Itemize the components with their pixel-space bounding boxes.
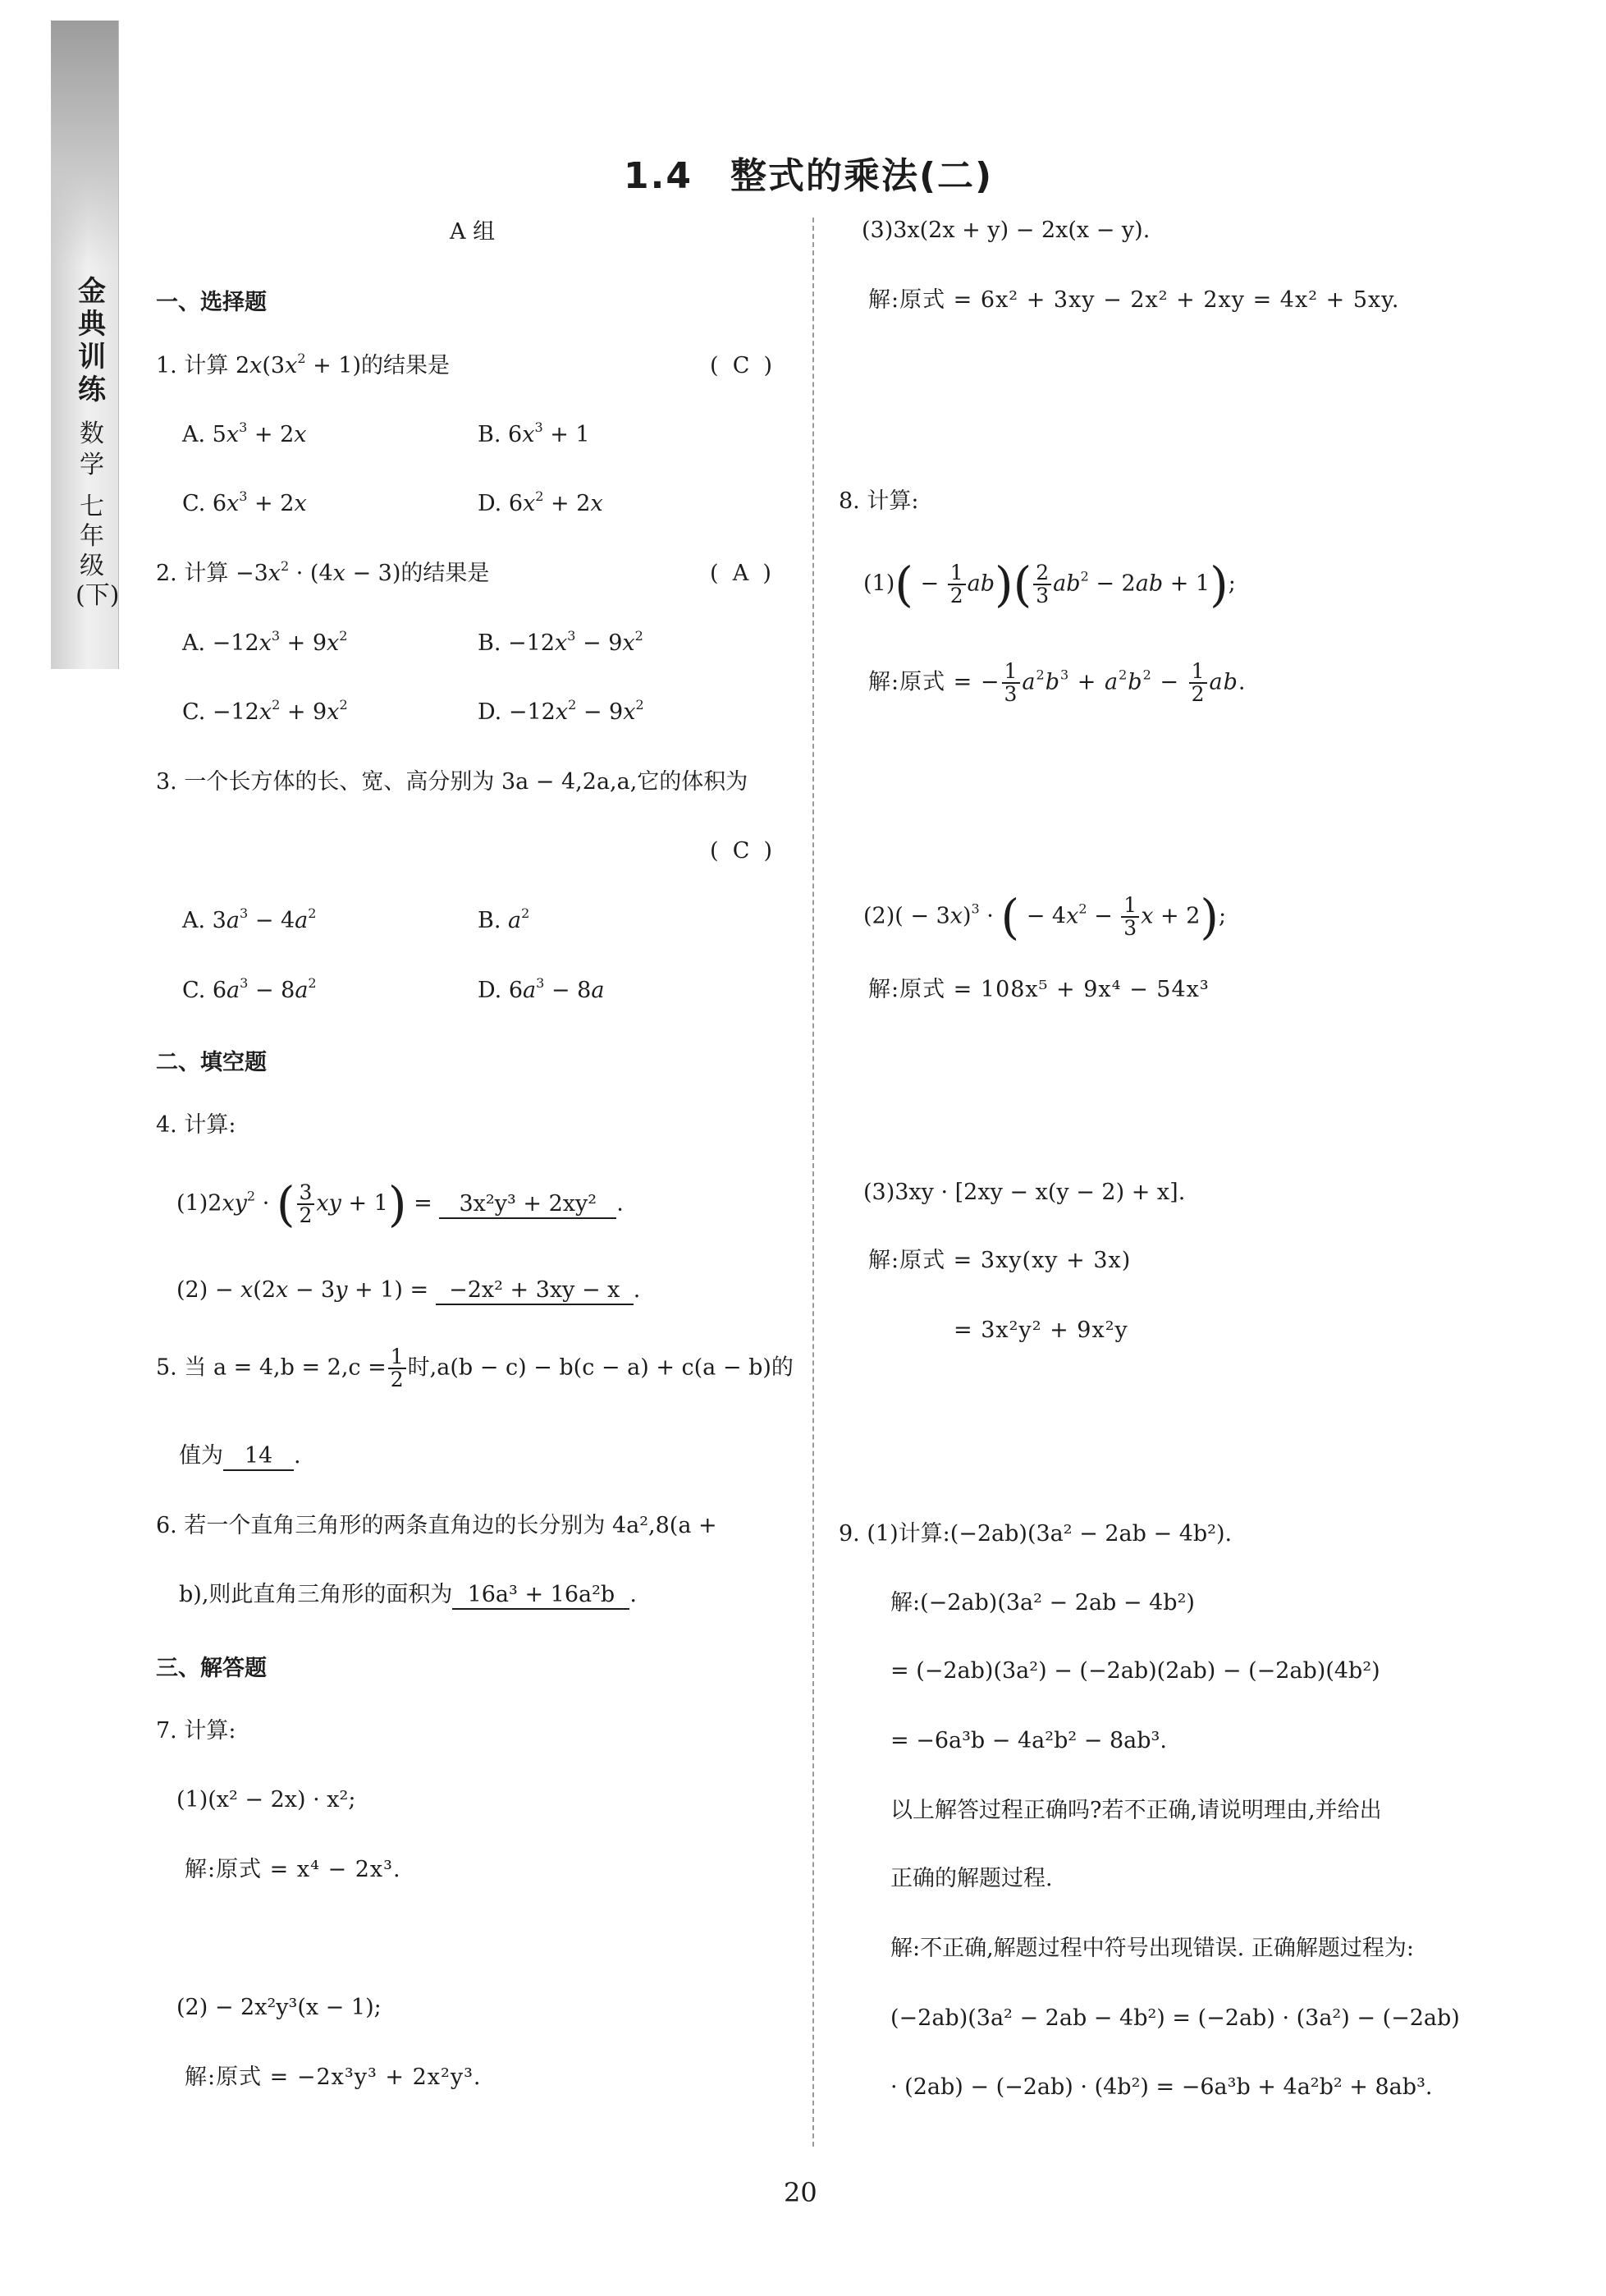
q1-stem: 1. 计算 $2x(3x^2 + 1)$的结果是 (156, 351, 450, 378)
section-choice: 一、选择题 (156, 290, 267, 315)
q4-part1-answer: 3x²y³ + 2xy² (439, 1191, 616, 1219)
q2-option-d: D. $-12x^2 - 9x^2$ (478, 697, 644, 725)
q9-question-2: 正确的解题过程. (890, 1866, 1053, 1891)
q7-stem: 7. 计算: (156, 1718, 236, 1744)
q1-option-c: C. $6x^3 + 2x$ (182, 488, 307, 516)
q1-number: 1. (156, 353, 177, 378)
section-solve: 三、解答题 (156, 1656, 267, 1681)
q6-stem: 6. 若一个直角三角形的两条直角边的长分别为 4a²,8(a + (156, 1513, 717, 1538)
group-label: A 组 (450, 219, 496, 245)
page-title: 1.4 整式的乘法(二) (624, 155, 994, 197)
q9-line2: = (−2ab)(3a²) − (−2ab)(2ab) − (−2ab)(4b²) (890, 1658, 1380, 1684)
q2-stem: 2. 计算 $-3x^2 \cdot (4x - 3)$的结果是 (156, 558, 490, 586)
q4-part1: $(1)2xy^2$ · ( $\frac{3}{2}$ xy + 1) = 3x²y³ + 2xy² . (176, 1176, 624, 1232)
section-fill: 二、填空题 (156, 1050, 267, 1075)
q8-part2-solution: 解:原式 = 108x⁵ + 9x⁴ − 54x³ (868, 977, 1210, 1002)
q7-part3-solution: 解:原式 = 6x² + 3xy − 2x² + 2xy = 4x² + 5xy. (868, 287, 1400, 313)
q7-part2-solution: 解:原式 = −2x³y³ + 2x²y³. (185, 2065, 482, 2090)
q4-part2: (2) − x(2x − 3y + 1) = −2x² + 3xy − x . (176, 1277, 640, 1305)
column-divider (812, 218, 814, 2147)
q7-part3: (3)3x(2x + y) − 2x(x − y). (862, 218, 1151, 243)
q3-answer: ( C ) (710, 838, 773, 864)
q4-part2-answer: −2x² + 3xy − x (436, 1277, 634, 1305)
q3-option-b: B. $a^2$ (478, 905, 530, 933)
q9-stem: 9. (1)计算:(−2ab)(3a² − 2ab − 4b²). (839, 1521, 1233, 1547)
q9-answer-1: 解:不正确,解题过程中符号出现错误. 正确解题过程为: (890, 1936, 1414, 1961)
q1-option-a: A. $5x^3 + 2x$ (182, 419, 307, 447)
sidebar-subject: 数学 (80, 419, 104, 479)
q8-stem: 8. 计算: (839, 488, 919, 514)
q8-part1-solution: 解:原式 = − $\frac{1}{3}$ $a^2b^3 + a^2b^2$ − $\frac{1}{2}$ ab. (868, 659, 1247, 706)
q7-part1: (1)(x² − 2x) · x²; (176, 1787, 356, 1813)
q2-option-c: C. $-12x^2 + 9x^2$ (182, 697, 348, 725)
q1-option-d: D. $6x^2 + 2x$ (478, 488, 603, 516)
q3-stem: 3. 一个长方体的长、宽、高分别为 3a − 4,2a,a,它的体积为 (156, 769, 748, 795)
q9-line3: = −6a³b − 4a²b² − 8ab³. (890, 1728, 1167, 1753)
q2-answer: ( A ) (710, 561, 771, 586)
q4-stem: 4. 计算: (156, 1112, 236, 1138)
q7-part1-solution: 解:原式 = x⁴ − 2x³. (185, 1857, 401, 1882)
q9-answer-2: (−2ab)(3a² − 2ab − 4b²) = (−2ab) · (3a²) − (−2ab) (890, 2005, 1460, 2031)
q6-answer: 16a³ + 16a²b (452, 1582, 629, 1610)
q3-option-a: A. $3a^3 - 4a^2$ (182, 905, 317, 933)
q5-answer: 14 (223, 1443, 294, 1471)
q8-part3-solution-2: = 3x²y² + 9x²y (954, 1318, 1128, 1343)
q5-line2: 值为 14 . (179, 1443, 301, 1471)
q9-line1: 解:(−2ab)(3a² − 2ab − 4b²) (890, 1590, 1195, 1615)
q8-part2: $(2)( - 3x)^3$ · ( − $4x^2$ − $\frac{1}{3}$ x + 2); (863, 889, 1227, 945)
q9-answer-3: · (2ab) − (−2ab) · (4b²) = −6a³b + 4a²b² + 8ab³. (890, 2074, 1433, 2100)
q2-option-b: B. $-12x^3 - 9x^2$ (478, 628, 643, 656)
q8-part1: (1)( − $\frac{1}{2}$ ab)( $\frac{2}{3}$ $ab^2 - 2ab + 1$); (863, 557, 1236, 612)
q8-part3: (3)3xy · [2xy − x(y − 2) + x]. (863, 1180, 1186, 1205)
q3-option-d: D. $6a^3 - 8a$ (478, 975, 605, 1003)
q1-option-b: B. $6x^3 + 1$ (478, 419, 590, 447)
q6-line2: b),则此直角三角形的面积为 16a³ + 16a²b . (179, 1582, 637, 1610)
q1-answer: ( C ) (710, 353, 773, 378)
page-number: 20 (784, 2177, 817, 2208)
q3-option-c: C. $6a^3 - 8a^2$ (182, 975, 317, 1003)
q5-stem: 5. 当 a = 4,b = 2,c = $\frac{1}{2}$ 时,a(b − c) − b(c − a) + c(a − b)的 (156, 1345, 794, 1391)
sidebar-grade: 七年级(下) (75, 493, 120, 610)
sidebar-series: 金典训练 (78, 275, 106, 406)
q2-option-a: A. $-12x^3 + 9x^2$ (182, 628, 348, 656)
q9-question-1: 以上解答过程正确吗?若不正确,请说明理由,并给出 (890, 1798, 1382, 1823)
q7-part2: (2) − 2x²y³(x − 1); (176, 1995, 382, 2020)
q8-part3-solution-1: 解:原式 = 3xy(xy + 3x) (868, 1248, 1132, 1273)
